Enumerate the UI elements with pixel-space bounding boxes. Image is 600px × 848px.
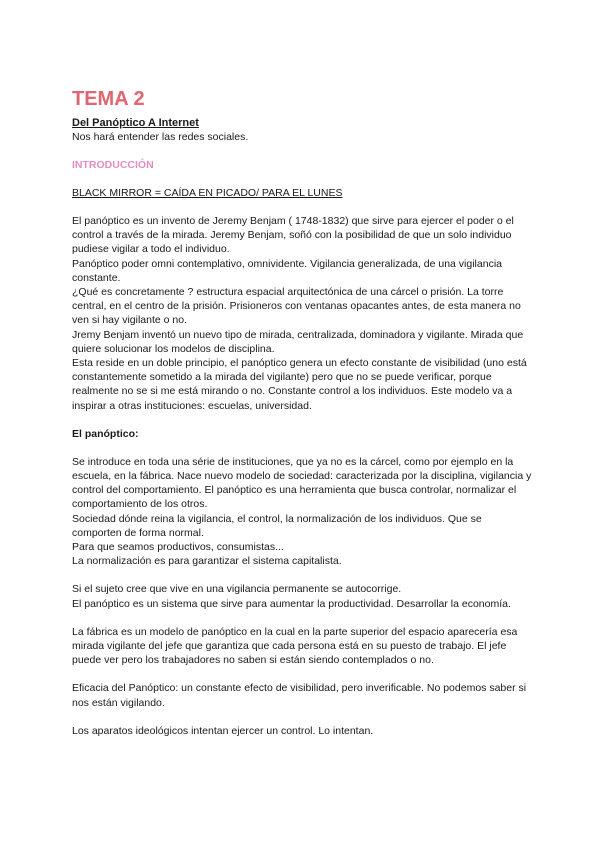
intro-paragraph: Jremy Benjam inventó un nuevo tipo de mirada, centralizada, dominadora y vigilante. Mirada que quiere solucionar los modelos de disciplina. (72, 328, 524, 355)
intro-paragraph: El panóptico es un invento de Jeremy Benjam ( 1748-1832) que sirve para ejercer el poder o el control a través de la mirada. Jeremy Benjam, soñó con la posibilidad de que un solo individuo pudiese vigilar a todo el individuo. (72, 215, 514, 256)
panoptico-paragraph: Sociedad dónde reina la vigilancia, el control, la normalización de los individuos. Que se comporten de forma normal. (72, 512, 482, 539)
document-page (72, 86, 532, 738)
intro-paragraph: Esta reside en un doble principio, el panóptico genera un efecto constante de visibilidad (uno está constantemente sometido a la mirada del vigilante) pero que no se puede verificar, porque realmente no se si me está mirando o no. Constante control a los individuos. Este modelo va a inspirar a otras instituciones: escuelas, universidad. (72, 357, 527, 412)
panoptico-paragraph: Se introduce en toda una série de instituciones, que ya no es la cárcel, como por ejemplo en la escuela, en la fábrica. Nace nuevo modelo de sociedad: caracterizada por la disciplina, vigilancia y control del comportamiento. El panóptico es una herramienta que busca controlar, normalizar el comportamiento de los otros. (72, 455, 532, 511)
intro-paragraph: ¿Qué es concretamente ? estructura espacial arquitectónica de una cárcel o prisión. La torre central, en el centro de la prisión. Prisioneros con ventanas opacantes antes, de esta manera no ven si hay vigilante o no. (72, 286, 521, 327)
black-mirror-note: BLACK MIRROR = CAÍDA EN PICADO/ PARA EL LUNES (72, 187, 343, 199)
panoptico-paragraph: Para que seamos productivos, consumistas... (72, 541, 284, 554)
eficacia-paragraph: Eficacia del Panóptico: un constante efecto de visibilidad, pero inverificable. No podemos saber si nos están vigilando. (72, 682, 527, 709)
document-title: TEMA 2 (72, 88, 145, 110)
intro-heading: INTRODUCCIÓN (72, 159, 154, 171)
panoptico-paragraph: La normalización es para garantizar el sistema capitalista. (72, 555, 342, 568)
panoptico-heading: El panóptico: (72, 427, 139, 440)
document-subtitle: Del Panóptico A Internet (72, 117, 199, 129)
aparatos-paragraph: Los aparatos ideológicos intentan ejercer un control. Lo intentan. (72, 724, 374, 737)
intro-paragraph: Panóptico poder omni contemplativo, omnividente. Vigilancia generalizada, de una vigilancia constante. (72, 257, 502, 284)
productividad-paragraph: El panóptico es un sistema que sirve para aumentar la productividad. Desarrollar la economía. (72, 597, 511, 610)
subtitle-description: Nos hará entender las redes sociales. (72, 131, 249, 143)
autocorrige-paragraph: Si el sujeto cree que vive en una vigilancia permanente se autocorrige. (72, 583, 402, 596)
fabrica-paragraph: La fábrica es un modelo de panóptico en la cual en la parte superior del espacio aparecería esa mirada vigilante del jefe que garantiza que cada persona está en su puesto de trabajo. El jefe puede ver pero los trabajadores no saben si están siendo contemplados o no. (72, 625, 518, 667)
